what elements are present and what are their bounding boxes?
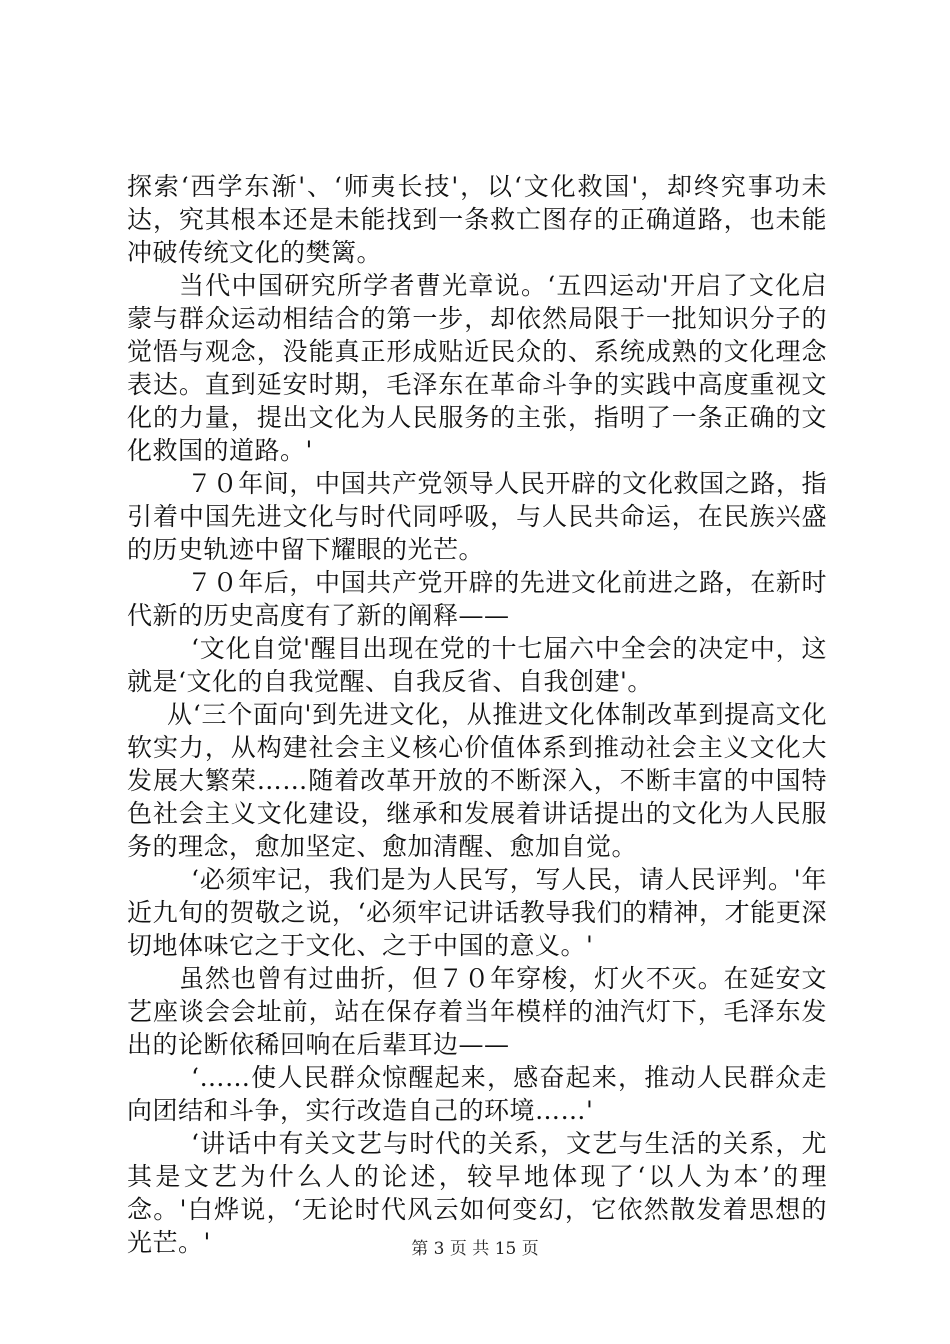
paragraph-6: 从‘三个面向'到先进文化，从推进文化体制改革到提高文化软实力，从构建社会主义核心价值体系到推动社会主义文化大发展大繁荣……随着改革开放的不断深入，不断丰富的中国特色社会主义文化建设，继承和发展着讲话提出的文化为人民服务的理念，愈加坚定、愈加清醒、愈加自觉。: [127, 700, 827, 861]
paragraph-2: 当代中国研究所学者曹光章说。‘五四运动'开启了文化启蒙与群众运动相结合的第一步，却依然局限于一批知识分子的觉悟与观念，没能真正形成贴近民众的、系统成熟的文化理念表达。直到延安时期，毛泽东在革命斗争的实践中高度重视文化的力量，提出文化为人民服务的主张，指明了一条正确的文化救国的道路。': [127, 271, 827, 465]
document-body: [127, 170, 827, 1259]
paragraph-8: 虽然也曾有过曲折，但７０年穿梭，灯火不灭。在延安文艺座谈会会址前，站在保存着当年模样的油汽灯下，毛泽东发出的论断依稀回响在后辈耳边——: [127, 964, 827, 1059]
paragraph-7: ‘必须牢记，我们是为人民写，写人民，请人民评判。'年近九旬的贺敬之说，‘必须牢记讲话教导我们的精神，才能更深切地体味它之于文化、之于中国的意义。': [127, 865, 827, 960]
paragraph-10: ‘讲话中有关文艺与时代的关系，文艺与生活的关系，尤其是文艺为什么人的论述，较早地体现了‘以人为本’的理念。'白烨说，‘无论时代风云如何变幻，它依然散发着思想的光芒。': [127, 1129, 827, 1257]
page-number-footer: 第 3 页 共 15 页: [411, 1239, 539, 1259]
paragraph-5: ‘文化自觉'醒目出现在党的十七届六中全会的决定中，这就是‘文化的自我觉醒、自我反省、自我创建'。: [127, 634, 827, 696]
paragraph-4: ７０年后，中国共产党开辟的先进文化前进之路，在新时代新的历史高度有了新的阐释——: [127, 568, 827, 630]
paragraph-1: 探索‘西学东渐'、‘师夷长技'，以‘文化救国'，却终究事功未达，究其根本还是未能找到一条救亡图存的正确道路，也未能冲破传统文化的樊篱。: [127, 172, 827, 267]
paragraph-3: ７０年间，中国共产党领导人民开辟的文化救国之路，指引着中国先进文化与时代同呼吸，与人民共命运，在民族兴盛的历史轨迹中留下耀眼的光芒。: [127, 469, 827, 564]
paragraph-9: ‘……使人民群众惊醒起来，感奋起来，推动人民群众走向团结和斗争，实行改造自己的环境……': [127, 1063, 827, 1125]
